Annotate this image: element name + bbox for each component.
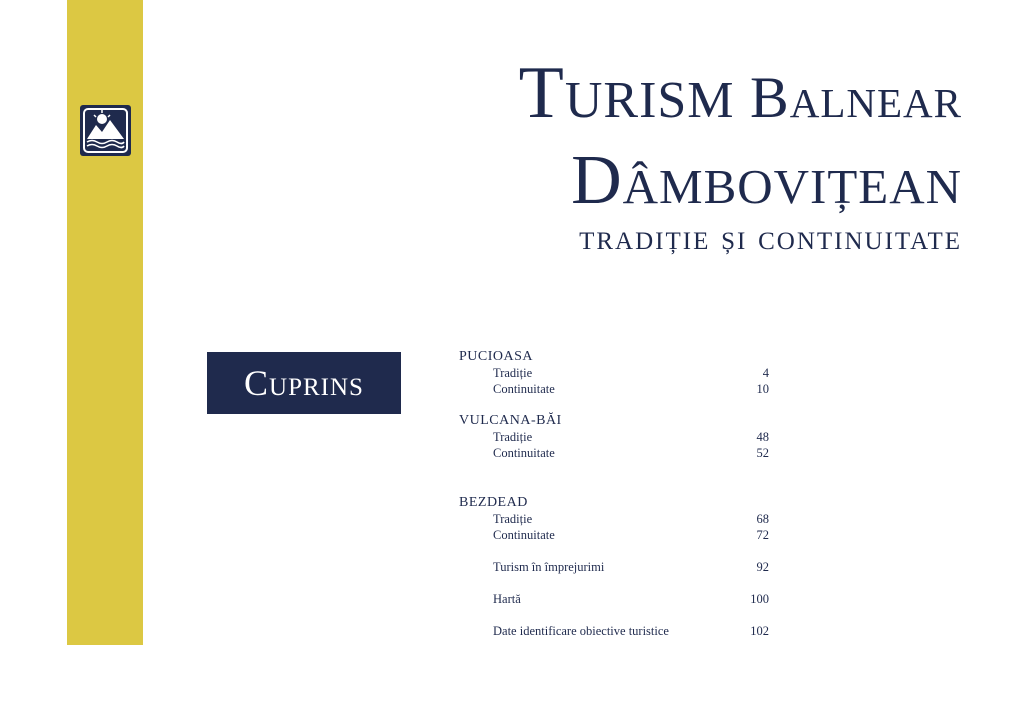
title-line-1 — [518, 52, 962, 134]
toc-section-vulcana-bai[interactable]: VULCANA-BĂI — [459, 413, 562, 428]
toc-entry-page: 10 — [756, 382, 769, 396]
toc-entry-label: Tradiție — [493, 512, 533, 526]
toc-heading-box — [207, 352, 401, 414]
toc-entry-page: 100 — [750, 592, 769, 606]
subtitle — [579, 220, 962, 255]
toc-section-pucioasa[interactable]: PUCIOASA — [459, 349, 534, 364]
title-word-dambovitean: Dâmbovițean — [571, 142, 962, 219]
toc-entry-label: Tradiție — [493, 430, 533, 444]
subtitle-text: tradiție și continuitate — [579, 218, 962, 257]
toc-entry-label: Date identificare obiective turistice — [493, 624, 669, 638]
toc-entry-page: 72 — [756, 528, 769, 542]
toc-entry-page: 92 — [756, 560, 769, 574]
toc-section-bezdead[interactable]: BEZDEAD — [459, 495, 528, 510]
toc-entry-label: Continuitate — [493, 382, 555, 396]
title-word-balnear: Balnear — [750, 65, 962, 130]
toc-entry-label: Turism în împrejurimi — [493, 560, 605, 574]
toc-entry-page: 52 — [756, 446, 769, 460]
title-word-turism: Turism — [518, 52, 735, 134]
toc-entry-page: 68 — [756, 512, 769, 526]
toc-entry-page: 48 — [756, 430, 769, 444]
toc-entry-label: Continuitate — [493, 446, 555, 460]
title-line-2 — [571, 142, 962, 219]
toc-heading: Cuprins — [244, 363, 364, 403]
mountain-spa-logo-icon — [80, 105, 131, 156]
toc-entry-label: Continuitate — [493, 528, 555, 542]
toc-entry-page: 4 — [762, 366, 769, 380]
toc-entry-label: Tradiție — [493, 366, 533, 380]
toc-entry-label: Hartă — [493, 592, 521, 606]
toc-entry-page: 102 — [750, 624, 769, 638]
yellow-sidebar-band — [67, 0, 143, 645]
